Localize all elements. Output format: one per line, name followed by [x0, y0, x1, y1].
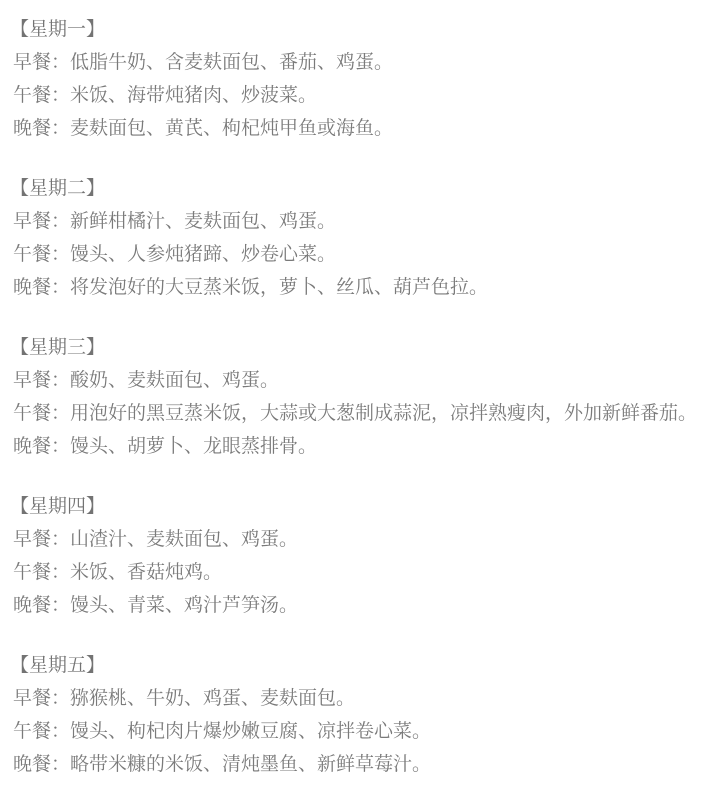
meal-line-dinner — [13, 748, 716, 781]
meal-line-lunch — [13, 556, 716, 589]
meal-label: 午餐： — [13, 244, 71, 265]
meal-content: 酸奶、麦麸面包、鸡蛋。 — [70, 370, 280, 391]
meal-label: 早餐： — [13, 370, 71, 391]
meal-line-breakfast — [13, 523, 716, 556]
meal-line-lunch — [13, 238, 716, 271]
meal-line-lunch — [13, 79, 716, 112]
meal-label: 晚餐： — [13, 436, 71, 457]
meal-label: 早餐： — [13, 52, 71, 73]
meal-line-breakfast — [13, 46, 716, 79]
meal-label: 午餐： — [13, 85, 71, 106]
meal-line-breakfast — [13, 205, 716, 238]
meal-content: 用泡好的黑豆蒸米饭，大蒜或大葱制成蒜泥，凉拌熟瘦肉，外加新鲜番茄。 — [70, 403, 698, 424]
meal-label: 晚餐： — [13, 277, 71, 298]
meal-label: 午餐： — [13, 721, 71, 742]
meal-label: 午餐： — [13, 403, 71, 424]
meal-content: 猕猴桃、牛奶、鸡蛋、麦麸面包。 — [70, 688, 356, 709]
meal-label: 午餐： — [13, 562, 71, 583]
day-section-tuesday — [10, 172, 716, 304]
meal-content: 略带米糠的米饭、清炖墨鱼、新鲜草莓汁。 — [70, 754, 432, 775]
meal-content: 米饭、海带炖猪肉、炒菠菜。 — [70, 85, 318, 106]
day-title: 【星期五】 — [10, 655, 106, 676]
day-title: 【星期三】 — [10, 337, 106, 358]
meal-line-lunch — [13, 715, 716, 748]
day-section-monday — [10, 13, 716, 145]
meal-label: 晚餐： — [13, 754, 71, 775]
day-title: 【星期一】 — [10, 19, 106, 40]
meal-label: 晚餐： — [13, 595, 71, 616]
day-title: 【星期二】 — [10, 178, 106, 199]
day-section-friday — [10, 649, 716, 781]
day-section-wednesday — [10, 331, 716, 463]
meal-line-dinner — [13, 589, 716, 622]
meal-line-breakfast — [13, 364, 716, 397]
day-title: 【星期四】 — [10, 496, 106, 517]
meal-content: 馒头、青菜、鸡汁芦笋汤。 — [70, 595, 299, 616]
meal-content: 馒头、胡萝卜、龙眼蒸排骨。 — [70, 436, 318, 457]
meal-content: 米饭、香菇炖鸡。 — [70, 562, 223, 583]
meal-line-dinner — [13, 112, 716, 145]
meal-content: 低脂牛奶、含麦麸面包、番茄、鸡蛋。 — [70, 52, 394, 73]
meal-content: 山渣汁、麦麸面包、鸡蛋。 — [70, 529, 299, 550]
meal-content: 馒头、枸杞肉片爆炒嫩豆腐、凉拌卷心菜。 — [70, 721, 432, 742]
meal-content: 麦麸面包、黄芪、枸杞炖甲鱼或海鱼。 — [70, 118, 394, 139]
meal-line-dinner — [13, 430, 716, 463]
meal-label: 晚餐： — [13, 118, 71, 139]
meal-content: 新鲜柑橘汁、麦麸面包、鸡蛋。 — [70, 211, 337, 232]
meal-label: 早餐： — [13, 211, 71, 232]
meal-content: 馒头、人参炖猪蹄、炒卷心菜。 — [70, 244, 337, 265]
meal-line-lunch — [13, 397, 716, 430]
meal-content: 将发泡好的大豆蒸米饭，萝卜、丝瓜、葫芦色拉。 — [70, 277, 489, 298]
meal-label: 早餐： — [13, 529, 71, 550]
meal-line-breakfast — [13, 682, 716, 715]
meal-label: 早餐： — [13, 688, 71, 709]
day-section-thursday — [10, 490, 716, 622]
meal-line-dinner — [13, 271, 716, 304]
